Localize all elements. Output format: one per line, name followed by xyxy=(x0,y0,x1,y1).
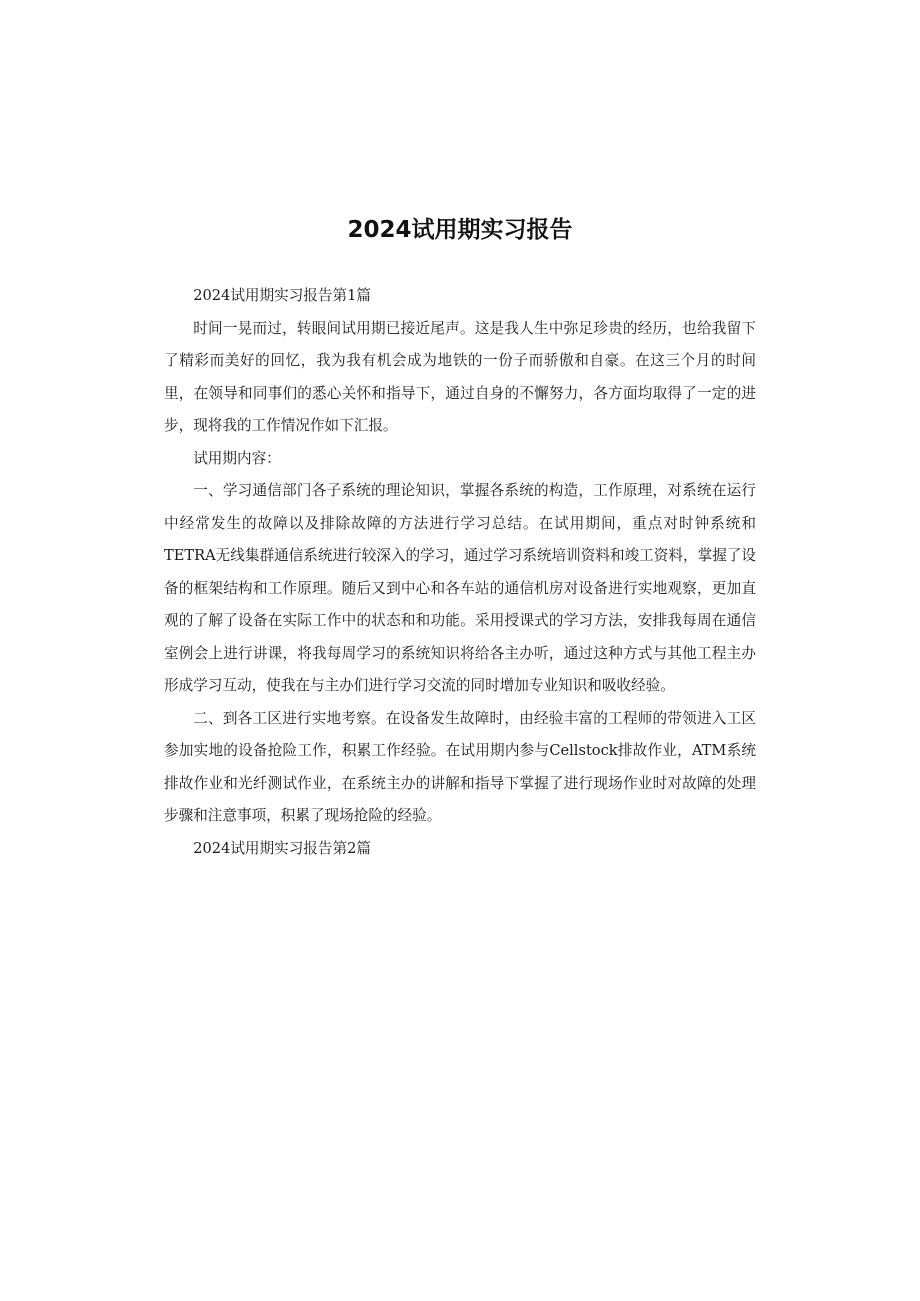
section-heading-1: 2024试用期实习报告第1篇 xyxy=(193,287,371,304)
section-heading-2: 2024试用期实习报告第2篇 xyxy=(193,839,371,857)
paragraph-item-2: 二、到各工区进行实地考察。在设备发生故障时，由经验丰富的工程师的带领进入工区参加实地的设备抢险工作，积累工作经验。在试用期内参与Cellstock排故作业，ATM系统排故作业和光纤测试作业，在系统主办的讲解和指导下掌握了进行现场作业时对故障的处理步骤和注意事项，积累了现场抢险的经验。 xyxy=(164,709,756,824)
paragraph-content-label: 试用期内容： xyxy=(193,449,281,467)
document-body xyxy=(164,280,756,865)
document-title: 2024试用期实习报告 xyxy=(347,217,573,243)
paragraph-item-1: 一、学习通信部门各子系统的理论知识，掌握各系统的构造，工作原理，对系统在运行中经常发生的故障以及排除故障的方法进行学习总结。在试用期间，重点对时钟系统和TETRA无线集群通信系统进行较深入的学习，通过学习系统培训资料和竣工资料，掌握了设备的框架结构和工作原理。随后又到中心和各车站的通信机房对设备进行实地观察，更加直观的了解了设备在实际工作中的状态和和功能。采用授课式的学习方法，安排我每周在通信室例会上进行讲课，将我每周学习的系统知识将给各主办听，通过这种方式与其他工程主办形成学习互动，使我在与主办们进行学习交流的同时增加专业知识和吸收经验。 xyxy=(164,482,756,694)
paragraph-intro: 时间一晃而过，转眼间试用期已接近尾声。这是我人生中弥足珍贵的经历，也给我留下了精彩而美好的回忆，我为我有机会成为地铁的一份子而骄傲和自豪。在这三个月的时间里，在领导和同事们的悉心关怀和指导下，通过自身的不懈努力，各方面均取得了一定的进步，现将我的工作情况作如下汇报。 xyxy=(164,319,756,434)
